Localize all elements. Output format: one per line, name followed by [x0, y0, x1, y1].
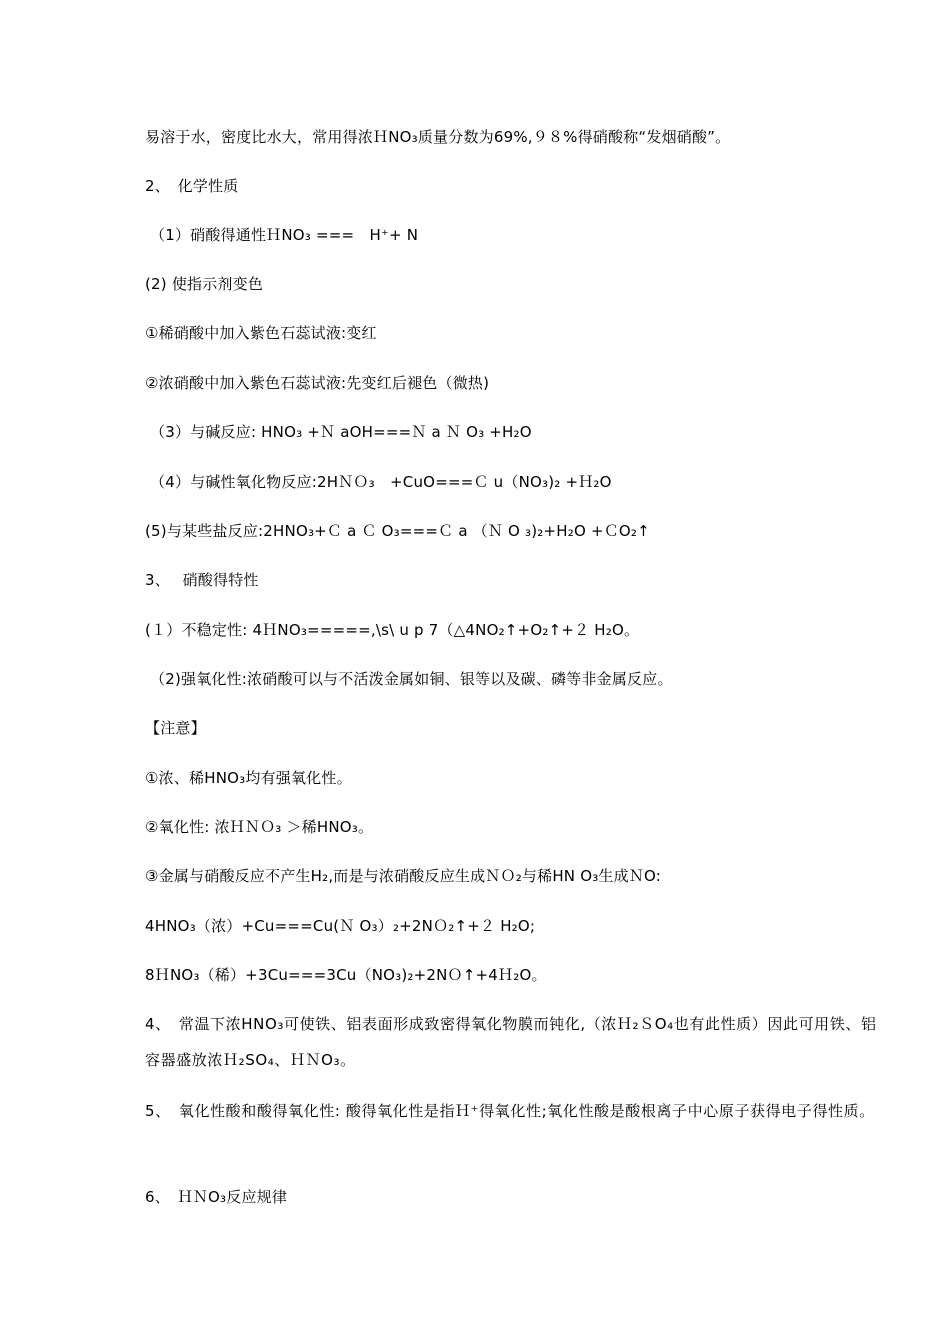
- text-line: 易溶于水，密度比水大，常用得浓ＨNO₃质量分数为69%,９８%得硝酸称“发烟硝酸”。: [145, 128, 731, 146]
- text-line: （4）与碱性氧化物反应:2HＮＯ₃ +CuO===Ｃ u（NO₃)₂ +Ｈ₂O: [150, 473, 612, 491]
- section-heading-3: 3、 硝酸得特性: [145, 571, 259, 589]
- section-paragraph-5: 5、 氧化性酸和酸得氧化性: 酸得氧化性是指Ｈ⁺得氧化性;氧化性酸是酸根离子中心原子获得电子得性质。: [145, 1102, 875, 1120]
- section-heading-6: 6、 ＨＮO₃反应规律: [145, 1188, 288, 1206]
- text-line: （3）与碱反应: HNO₃ +Ｎ aOH===Ｎ a Ｎ O₃ +H₂O: [150, 423, 532, 441]
- text-line: (5)与某些盐反应:2HNO₃+Ｃ a Ｃ O₃===Ｃ a （Ｎ O ₃)₂+H₂O +ＣO₂↑: [145, 522, 650, 540]
- text-line: 4HNO₃（浓）+Cu===Cu(Ｎ O₃）₂+2NＯ₂↑+２ H₂O;: [145, 917, 536, 935]
- text-line: ③金属与硝酸反应不产生H₂,而是与浓硝酸反应生成ＮＯ₂与稀HN O₃生成ＮO:: [145, 867, 662, 885]
- text-line: （1）硝酸得通性ＨNO₃ === H⁺+ N: [150, 226, 419, 244]
- text-line: (１）不稳定性: 4ＨNO₃=====,\s\ u p 7（△4NO₂↑+O₂↑+２ H₂O。: [145, 621, 640, 639]
- section-heading-2: 2、 化学性质: [145, 177, 239, 195]
- text-line: 8ＨNO₃（稀）+3Cu===3Cu（NO₃)₂+2NＯ↑+4Ｈ₂O。: [145, 966, 547, 984]
- text-line: ②氧化性: 浓ＨＮＯ₃ ＞稀HNO₃。: [145, 818, 374, 836]
- note-heading: 【注意】: [145, 719, 206, 737]
- text-line: （2)强氧化性:浓硝酸可以与不活泼金属如铜、银等以及碳、磷等非金属反应。: [150, 670, 673, 688]
- text-line: ②浓硝酸中加入紫色石蕊试液:先变红后褪色（微热): [145, 374, 490, 392]
- text-line: ①浓、稀HNO₃均有强氧化性。: [145, 769, 352, 787]
- section-paragraph-4: 4、 常温下浓HNO₃可使铁、铝表面形成致密得氧化物膜而钝化,（浓Ｈ₂ＳO₄也有此性质）因此可用铁、铝容器盛放浓Ｈ₂SO₄、ＨＮO₃。: [145, 1015, 877, 1069]
- text-line: (2) 使指示剂变色: [145, 275, 264, 293]
- text-line: ①稀硝酸中加入紫色石蕊试液:变红: [145, 324, 377, 342]
